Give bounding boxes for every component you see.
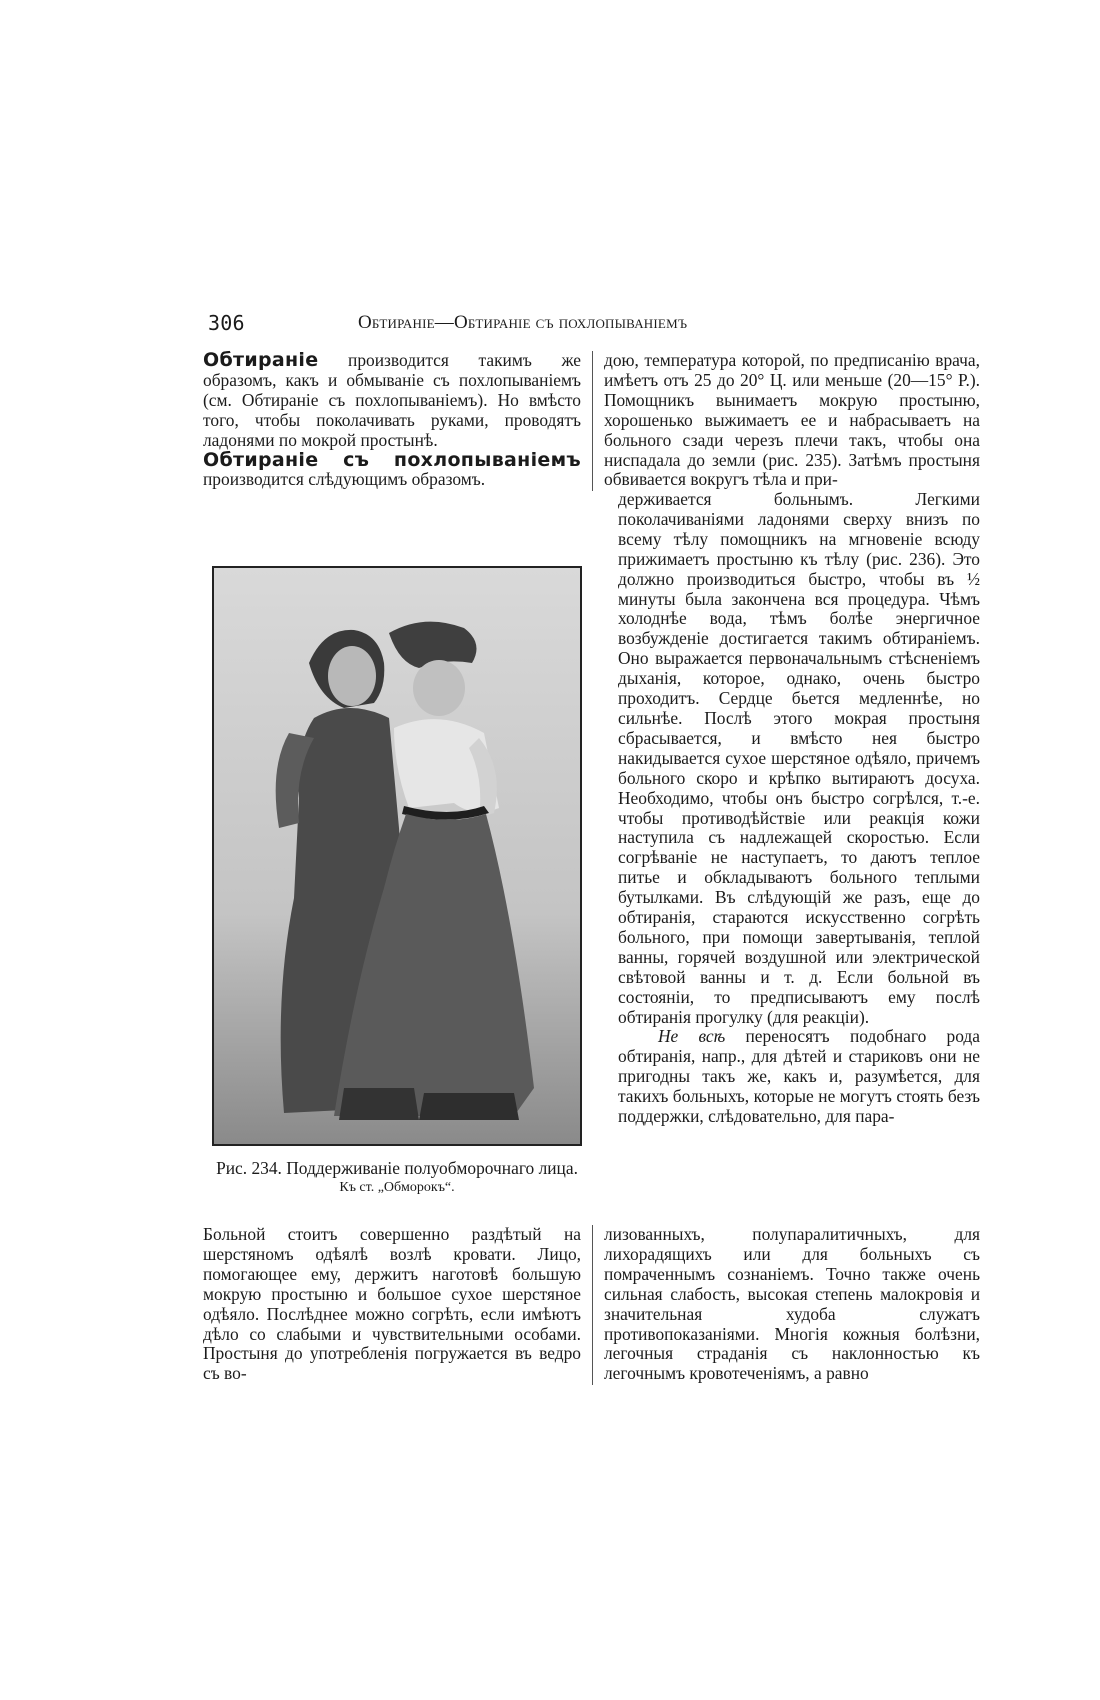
caption-text: Рис. 234. Поддерживанiе полуобморочнаго лица. [216, 1158, 578, 1178]
paragraph-text: переносятъ подобнаго рода обтиранiя, напр., для дѣтей и стариковъ они не пригодны такъ же, какъ и, разумѣется, для такихъ больныхъ, которые не могутъ стоять безъ поддержки, слѣдовательно, для пара- [618, 1026, 981, 1127]
paragraph-obtiranie [203, 351, 581, 451]
left-column-top [203, 351, 581, 490]
right-column-top [604, 351, 980, 490]
column-rule [592, 351, 593, 491]
column-rule [592, 1225, 593, 1385]
paragraph-text: производится такимъ же образомъ, какъ и обмыванiе съ похлопыванiемъ (см. Обтиранiе съ похлопыванiемъ). Но вмѣсто того, чтобы поколачивать руками, проводятъ ладонями по мокрой простынѣ. [203, 350, 581, 450]
page-number: 306 [208, 311, 245, 335]
paragraph-text: держивается больнымъ. Легкими поколачиванiями ладонями сверху внизъ по всему тѣлу помощникъ на мгновенiе всюду прижимаетъ простыню къ тѣлу (рис. 236). Это должно производиться быстро, чтобы въ ½ минуты была закончена вся процедура. Чѣмъ холоднѣе вода, тѣмъ болѣе энергичное возбужденiе достигается такимъ обтиранiемъ. Оно выражается первоначальнымъ стѣсненiемъ дыханiя, которое, однако, очень быстро проходитъ. Сердце бьется медленнѣе, но сильнѣе. Послѣ этого мокрая простыня сбрасывается, и вмѣсто нея быстро накидывается сухое шерстяное одѣяло, причемъ больного скоро и крѣпко вытираютъ досуха. Необходимо, чтобы онъ быстро согрѣлся, т.-е. чтобы противодѣйствiе или реакцiя кожи наступила съ надлежащей скоростью. Если согрѣванiе не наступаетъ, то даютъ теплое питье и обкладываютъ больного теплыми бутылками. Въ слѣдующiй же разъ, еще до обтиранiя, стараются искусственно согрѣть больного, при помощи завертыванiя, теплой ванны, горячей воздушной или электрической свѣтовой ванны и т. д. Если больной въ состоянiи, то предписываютъ ему послѣ обтиранiя прогулку (для реакцiи). [618, 489, 980, 1027]
page-header [208, 311, 978, 335]
right-column-narrow [618, 490, 980, 1127]
paragraph-obtiranie-pokhlopyvaniem [203, 448, 581, 491]
caption-crossref: Къ ст. „Обморокъ“. [339, 1180, 455, 1195]
running-head: Обтиранie—Обтиранie съ похлопыванiемъ [358, 312, 688, 333]
left-column-bottom [203, 1225, 581, 1384]
paragraph-text: производится слѣдующимъ образомъ. [203, 469, 486, 490]
lead-ne-vse: Не всѣ [658, 1026, 726, 1047]
paragraph-text: лизованныхъ, полупаралитичныхъ, для лихорадящихъ или для больныхъ съ помраченнымъ сознанiемъ. Точно также очень сильная слабость, высокая степень малокровiя и значительная худоба служатъ противопоказанiями. Многiя кожныя болѣзни, легочныя страданiя съ наклонностью къ легочнымъ кровотеченiямъ, а равно [604, 1224, 980, 1384]
term-obtiranie: Обтиранiе [203, 349, 319, 371]
right-column-bottom [604, 1225, 980, 1384]
engraving-two-women [214, 568, 580, 1144]
term-obtiranie-pokhlopyvaniem: Обтиранiе съ похлопыванiемъ [203, 448, 581, 471]
figure-234-photo [212, 566, 582, 1146]
paragraph-text: дою, температура которой, по предписанiю врача, имѣетъ отъ 25 до 20° Ц. или меньше (20—15° Р.). Помощникъ вынимаетъ мокрую простыню, хорошенько выжимаетъ ее и набрасываетъ на больного сзади черезъ плечи такъ, чтобы она ниспадала до земли (рис. 235). Затѣмъ простыня обвивается вокругъ тѣла и при- [604, 350, 980, 490]
paragraph-text: Больной стоитъ совершенно раздѣтый на шерстяномъ одѣялѣ возлѣ кровати. Лицо, помогающее ему, держитъ наготовѣ большую мокрую простыню и большое сухое шерстяное одѣяло. Послѣднее можно согрѣть, если имѣютъ дѣло со слабыми и чувствительными особами. Простыня до употребленiя погружается въ ведро съ во- [203, 1224, 581, 1384]
figure-caption [212, 1158, 582, 1198]
paragraph-ne-vse [618, 1027, 980, 1127]
